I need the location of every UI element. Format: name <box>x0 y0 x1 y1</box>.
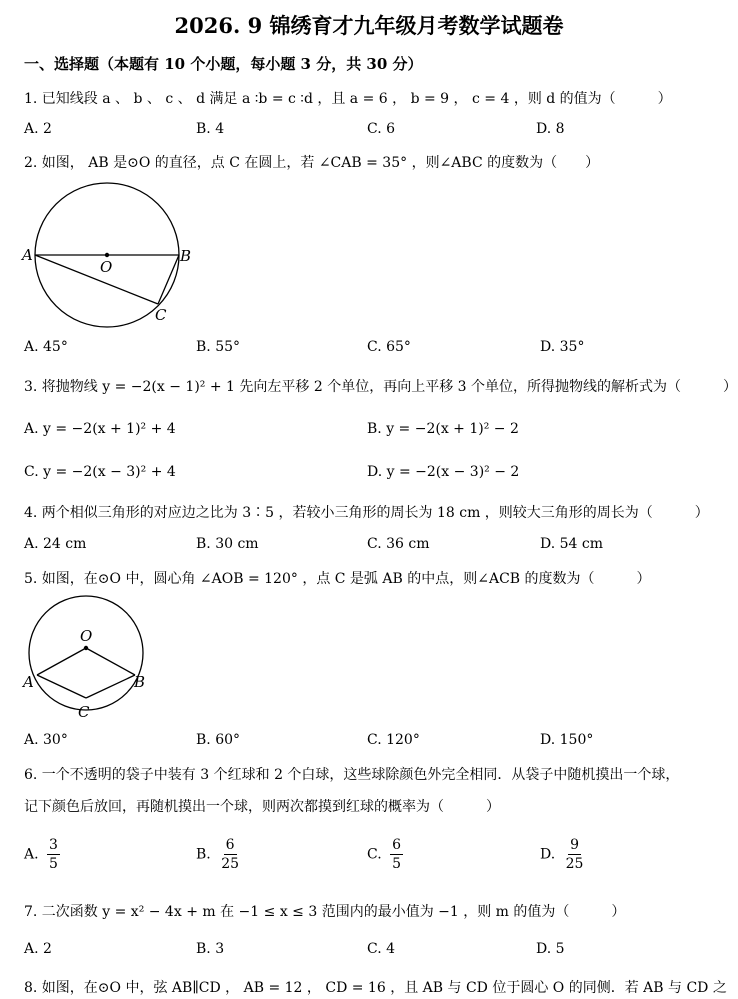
q5-option-c: C. 120° <box>367 732 420 748</box>
q4-option-c: C. 36 cm <box>367 536 430 552</box>
q6-option-a <box>24 836 60 873</box>
q6-option-d-numerator: 9 <box>570 837 580 853</box>
q2-label-a: A <box>22 246 33 264</box>
q2-center-dot <box>105 253 109 257</box>
q6-option-d-fraction <box>564 836 586 873</box>
question-4-stem: 4. 两个相似三角形的对应边之比为 3∶5 ，若较小三角形的周长为 18 cm ，则较大三角形的周长为（ ） <box>24 505 709 521</box>
q2-option-a: A. 45° <box>24 339 68 355</box>
q5-label-c: C <box>78 703 90 721</box>
q6-option-d-denominator: 25 <box>565 856 584 872</box>
q5-option-d: D. 150° <box>540 732 594 748</box>
q6-option-a-fraction <box>47 836 60 873</box>
q5-label-a: A <box>23 673 34 691</box>
q6-option-d-label: D. <box>540 846 556 863</box>
q6-option-d <box>540 836 585 873</box>
question-5-stem: 5. 如图，在⊙O 中，圆心角 ∠AOB = 120° ，点 C 是弧 AB 的中点，则∠ACB 的度数为（ ） <box>24 571 651 587</box>
q6-option-c-denominator: 5 <box>392 856 402 872</box>
q5-center-dot <box>84 646 88 650</box>
q6-option-b-label: B. <box>196 846 211 863</box>
q1-option-d: D. 8 <box>536 121 565 137</box>
q2-option-c: C. 65° <box>367 339 411 355</box>
q2-option-b: B. 55° <box>196 339 241 355</box>
question-3-stem: 3. 将抛物线 y = −2(x − 1)² + 1 先向左平移 2 个单位，再向上平移 3 个单位，所得抛物线的解析式为（ ） <box>24 379 738 395</box>
q2-option-d: D. 35° <box>540 339 585 355</box>
q6-option-b-denominator: 25 <box>221 856 240 872</box>
q4-option-a: A. 24 cm <box>24 536 87 552</box>
q6-option-a-label: A. <box>24 846 39 863</box>
q7-option-a: A. 2 <box>24 941 52 957</box>
question-1-stem: 1. 已知线段 a 、 b 、 c 、 d 满足 a ∶b = c ∶d ，且 a = 6 ， b = 9 ， c = 4 ，则 d 的值为（ ） <box>24 91 672 107</box>
q6-option-c <box>367 836 403 873</box>
q7-option-c: C. 4 <box>367 941 396 957</box>
q6-option-c-label: C. <box>367 846 382 863</box>
question-6-stem-line-2: 记下颜色后放回，再随机摸出一个球，则两次都摸到红球的概率为（ ） <box>24 799 500 815</box>
q3-option-b: B. y = −2(x + 1)² − 2 <box>367 421 519 437</box>
q6-option-b-fraction <box>219 836 241 873</box>
q5-label-b: B <box>134 673 146 691</box>
q3-option-d: D. y = −2(x − 3)² − 2 <box>367 464 520 480</box>
q6-option-a-numerator: 3 <box>49 837 58 853</box>
q4-option-d: D. 54 cm <box>540 536 604 552</box>
q2-label-c: C <box>155 306 167 324</box>
q2-label-b: B <box>180 247 192 265</box>
q5-radius-oa <box>37 648 86 675</box>
q7-option-d: D. 5 <box>536 941 565 957</box>
q5-option-b: B. 60° <box>196 732 241 748</box>
q5-label-o: O <box>80 627 93 645</box>
q2-chord-bc <box>158 255 179 304</box>
q6-option-c-fraction <box>390 836 403 873</box>
q6-option-c-numerator: 6 <box>392 837 402 853</box>
q4-option-b: B. 30 cm <box>196 536 259 552</box>
q2-circle-figure <box>18 178 198 330</box>
q5-option-a: A. 30° <box>24 732 68 748</box>
question-2-stem: 2. 如图， AB 是⊙O 的直径，点 C 在圆上，若 ∠CAB = 35° ，则∠ABC 的度数为（ ） <box>24 155 600 171</box>
q6-option-b-numerator: 6 <box>225 837 235 853</box>
q6-option-b <box>196 836 241 873</box>
q5-radius-ob <box>86 648 135 675</box>
q5-chord-ac <box>37 675 86 698</box>
q2-label-o: O <box>100 258 113 276</box>
section-heading: 一、选择题（本题有 10 个小题，每小题 3 分，共 30 分） <box>24 55 423 73</box>
q1-option-a: A. 2 <box>24 121 52 137</box>
exam-title: 2026. 9 锦绣育才九年级月考数学试题卷 <box>174 13 564 38</box>
q2-chord-ac <box>35 255 158 304</box>
q3-option-a: A. y = −2(x + 1)² + 4 <box>24 421 176 437</box>
question-6-stem-line-1: 6. 一个不透明的袋子中装有 3 个红球和 2 个白球，这些球除颜色外完全相同．从袋子中随机摸出一个球， <box>24 767 680 783</box>
q5-circle <box>29 596 146 710</box>
question-8-stem: 8. 如图，在⊙O 中，弦 AB∥CD ， AB = 12 ， CD = 16 ，且 AB 与 CD 位于圆心 O 的同侧．若 AB 与 CD 之 <box>24 980 727 996</box>
q1-option-b: B. 4 <box>196 121 225 137</box>
q5-chord-bc <box>86 675 135 698</box>
q7-option-b: B. 3 <box>196 941 225 957</box>
q5-circle-figure <box>18 595 168 725</box>
q1-option-c: C. 6 <box>367 121 396 137</box>
q3-option-c: C. y = −2(x − 3)² + 4 <box>24 464 176 480</box>
question-7-stem: 7. 二次函数 y = x² − 4x + m 在 −1 ≤ x ≤ 3 范围内的最小值为 −1 ，则 m 的值为（ ） <box>24 904 626 920</box>
q6-option-a-denominator: 5 <box>49 856 58 872</box>
